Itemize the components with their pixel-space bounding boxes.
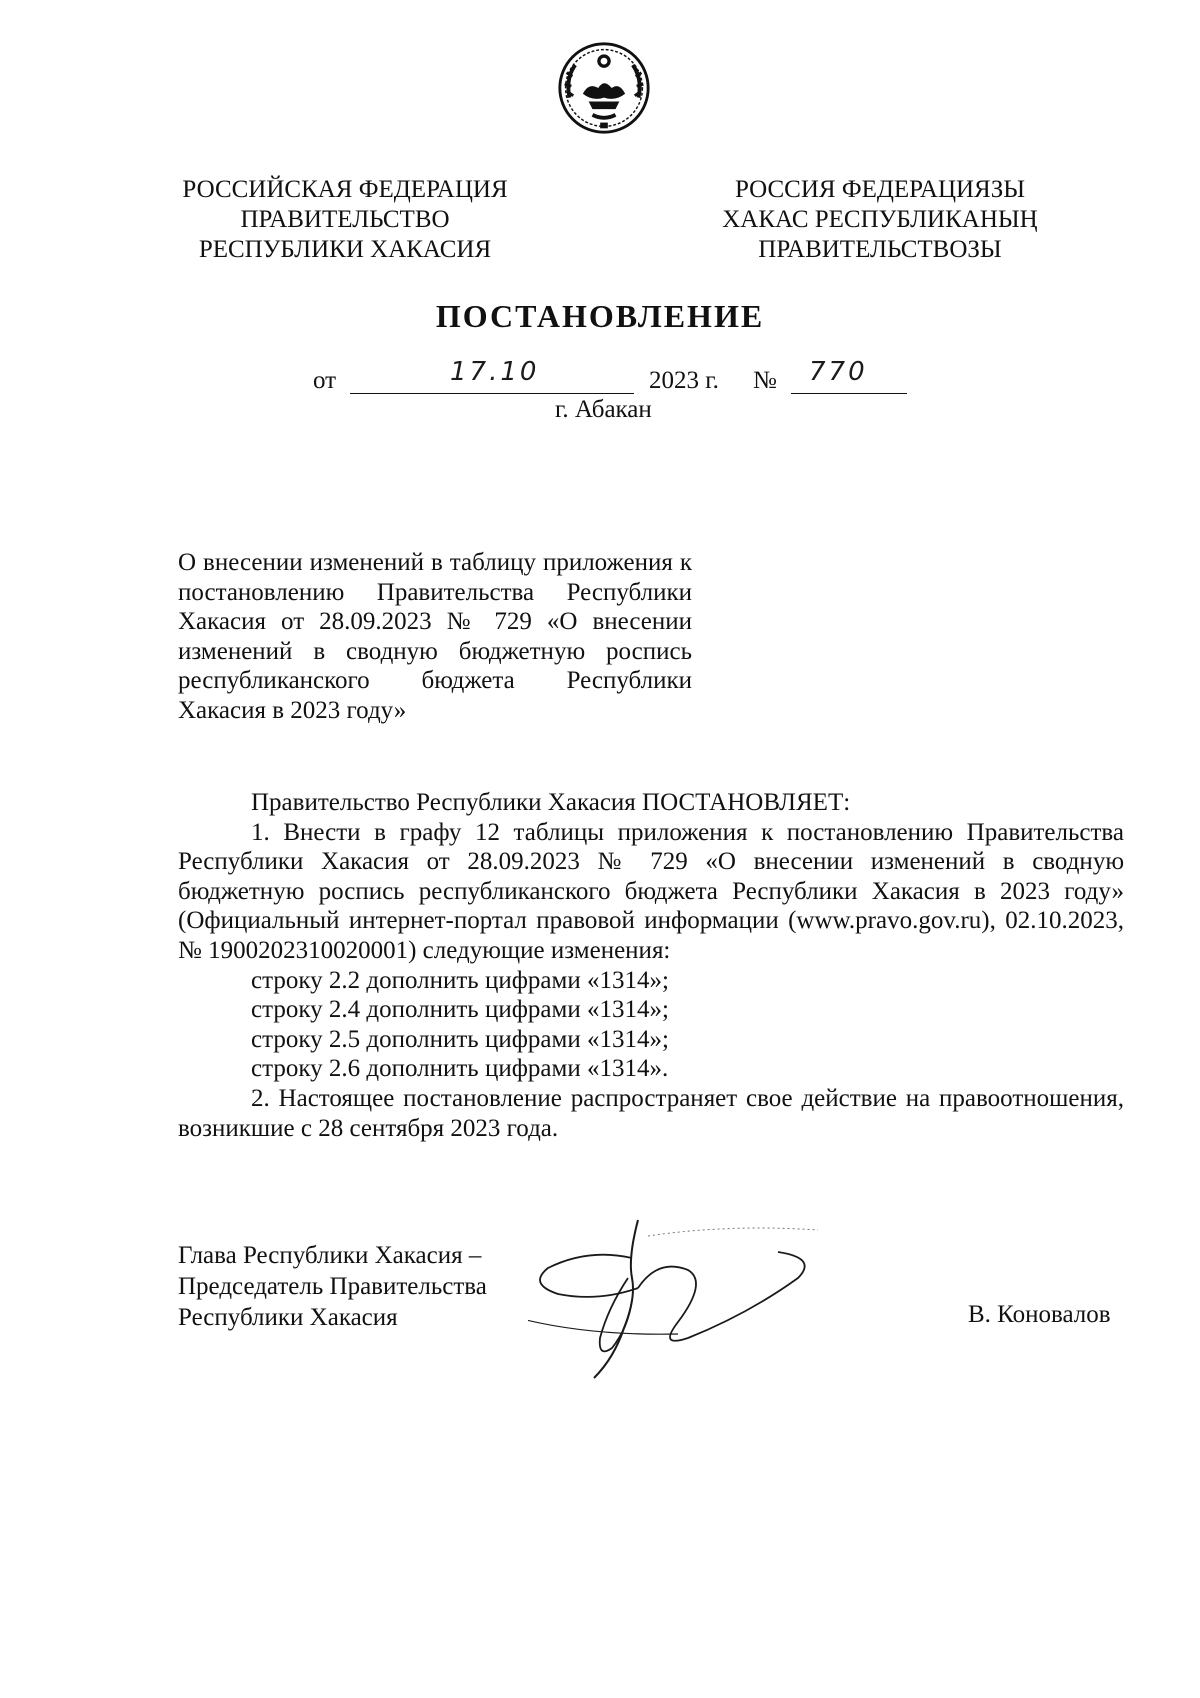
year-label: 2023 г.	[649, 367, 719, 394]
signatory-position	[178, 1240, 487, 1333]
signatory-name: В. Коновалов	[968, 1301, 1111, 1328]
amendment-line: строку 2.4 дополнить цифрами «1314»;	[251, 996, 669, 1024]
document-body	[178, 788, 1124, 1143]
document-title: ПОСТАНОВЛЕНИЕ	[435, 298, 765, 334]
intro-paragraph: Правительство Республики Хакасия ПОСТАНОВЛЯЕТ:	[251, 789, 851, 816]
handwritten-number: 770	[809, 357, 868, 387]
position-line: Республики Хакасия	[178, 1304, 398, 1331]
amendment-line: строку 2.2 дополнить цифрами «1314»;	[251, 966, 669, 994]
number-blank	[791, 357, 907, 394]
item-1-paragraph: 1. Внести в графу 12 таблицы приложения к постановлению Правительства Республики Хакасия от 28.09.2023 № 729 «О внесении изменений в сводную бюджетную роспись республиканского бюджета Республики Хакасия в 2023 году» (Официальный интернет-портал правовой информации (www.pravo.gov.ru), 02.10.2023, № 1900202310020001) следующие изменения:	[178, 818, 1124, 964]
date-number-line	[313, 357, 913, 397]
header-line: РОССИЯ ФЕДЕРАЦИЯЗЫ	[734, 176, 1026, 203]
header-khakas	[700, 175, 1060, 265]
header-line: ПРАВИТЕЛЬСТВО	[240, 206, 450, 233]
header-russian	[165, 175, 525, 265]
handwritten-signature	[528, 1218, 878, 1383]
amendment-line: строку 2.5 дополнить цифрами «1314»;	[251, 1025, 669, 1053]
city: г. Абакан	[555, 396, 652, 423]
number-label: №	[753, 367, 777, 394]
handwritten-date: 17.10	[450, 357, 540, 387]
header-line: РОССИЙСКАЯ ФЕДЕРАЦИЯ	[182, 176, 508, 203]
header-line: РЕСПУБЛИКИ ХАКАСИЯ	[198, 236, 492, 263]
subject-heading: О внесении изменений в таблицу приложения к постановлению Правительства Республики Хакасия от 28.09.2023 № 729 «О внесении изменений в сводную бюджетную роспись республиканского бюджета Республики Хакасия в 2023 году»	[178, 549, 692, 724]
position-line: Председатель Правительства	[178, 1273, 487, 1300]
item-2-paragraph: 2. Настоящее постановление распространяет свое действие на правоотношения, возникшие с 28 сентября 2023 года.	[178, 1084, 1124, 1142]
date-blank	[350, 357, 634, 394]
from-label: от	[313, 367, 337, 394]
amendment-line: строку 2.6 дополнить цифрами «1314».	[251, 1055, 669, 1083]
header-line: ХАКАС РЕСПУБЛИКАНЫҢ	[722, 206, 1038, 233]
header-line: ПРАВИТЕЛЬСТВОЗЫ	[758, 236, 1002, 263]
coat-of-arms-emblem	[556, 40, 652, 136]
position-line: Глава Республики Хакасия –	[178, 1242, 482, 1269]
